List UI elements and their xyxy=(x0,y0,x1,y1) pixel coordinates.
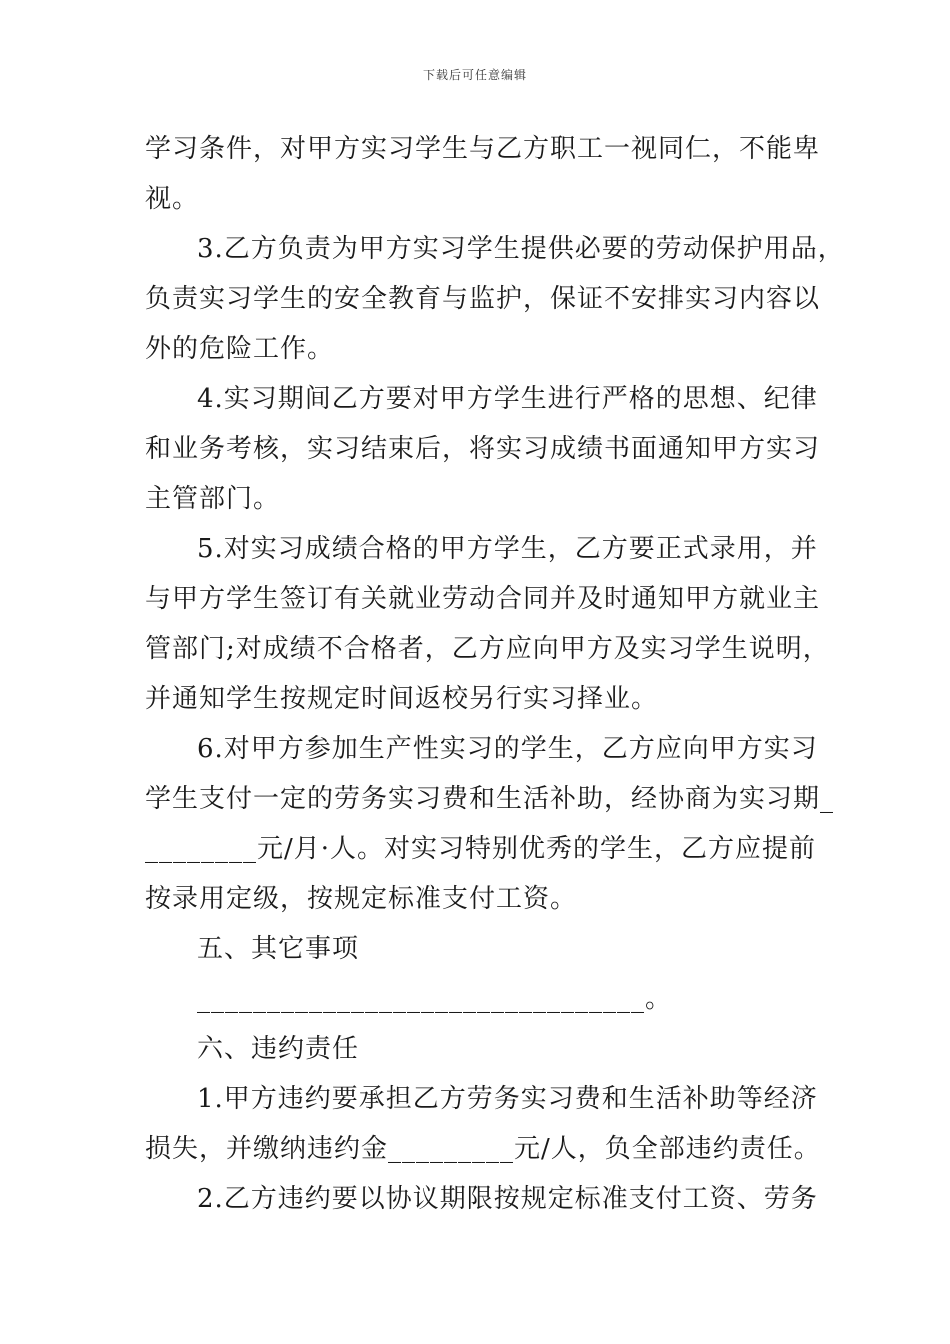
page-header-note: 下载后可任意编辑 xyxy=(422,68,527,82)
breach-clause-2-line: 2.乙方违约要以协议期限按规定标准支付工资、劳务 xyxy=(197,1184,818,1214)
text-line: 主管部门。 xyxy=(145,484,281,514)
breach-clause-1-line: 1.甲方违约要承担乙方劳务实习费和生活补助等经济 xyxy=(197,1084,818,1114)
blank-fill-line: ________________________________。 xyxy=(197,984,673,1014)
text-line: 外的危险工作。 xyxy=(145,334,335,364)
clause-4-line: 4.实习期间乙方要对甲方学生进行严格的思想、纪律 xyxy=(197,384,818,414)
section-heading-breach-liability: 六、违约责任 xyxy=(197,1034,360,1064)
text-line: 学习条件，对甲方实习学生与乙方职工一视同仁，不能卑 xyxy=(145,134,821,164)
text-line: 和业务考核，实习结束后，将实习成绩书面通知甲方实习 xyxy=(145,434,821,464)
document-body xyxy=(145,124,845,1224)
text-line: 与甲方学生签订有关就业劳动合同并及时通知甲方就业主 xyxy=(145,584,821,614)
clause-6-line: 6.对甲方参加生产性实习的学生，乙方应向甲方实习 xyxy=(197,734,818,764)
text-line: 管部门;对成绩不合格者，乙方应向甲方及实习学生说明， xyxy=(145,634,830,664)
section-heading-other-matters: 五、其它事项 xyxy=(197,934,360,964)
text-line: 并通知学生按规定时间返校另行实习择业。 xyxy=(145,684,659,714)
text-line: 按录用定级，按规定标准支付工资。 xyxy=(145,884,578,914)
clause-5-line: 5.对实习成绩合格的甲方学生，乙方要正式录用，并 xyxy=(197,534,818,564)
text-line: 视。 xyxy=(145,184,200,214)
text-line: 损失，并缴纳违约金_________元/人，负全部违约责任。 xyxy=(145,1134,821,1164)
text-line: 学生支付一定的劳务实习费和生活补助，经协商为实习期_ xyxy=(145,784,835,814)
clause-3-line: 3.乙方负责为甲方实习学生提供必要的劳动保护用品， xyxy=(197,234,845,264)
text-line: ________元/月·人。对实习特别优秀的学生，乙方应提前 xyxy=(145,834,817,864)
text-line: 负责实习学生的安全教育与监护，保证不安排实习内容以 xyxy=(145,284,821,314)
